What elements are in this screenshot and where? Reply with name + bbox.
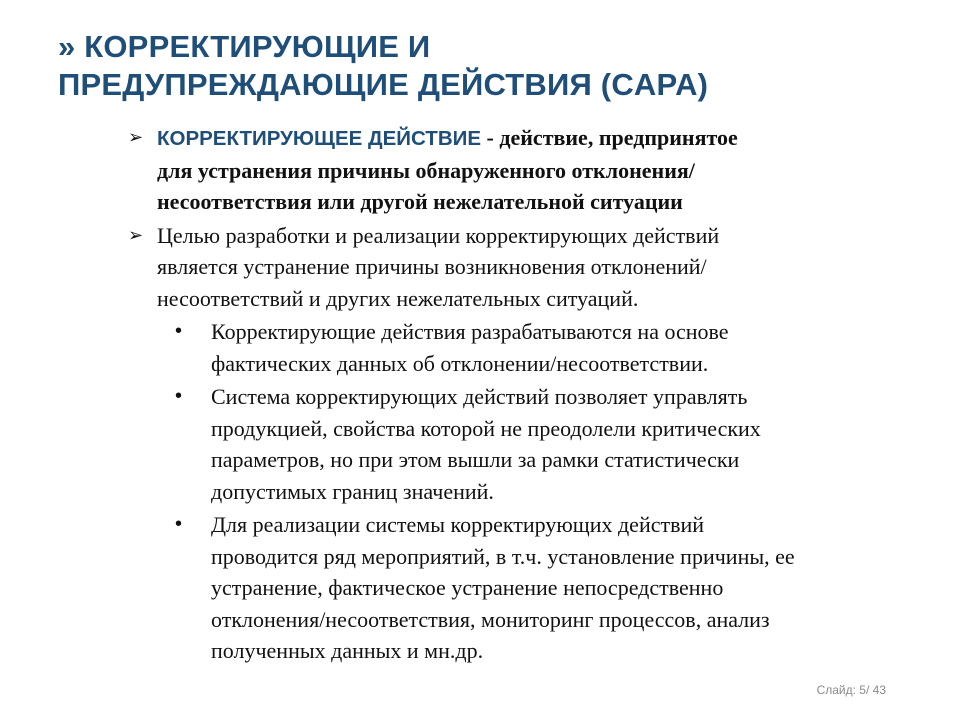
bullet-2-line-1: Система корректирующих действий позволяет управлять (211, 384, 748, 409)
goal-line-2: является устранение причины возникновения отклонений/ (157, 254, 707, 279)
slide-body (128, 122, 928, 669)
bullet-2-line-4: допустимых границ значений. (211, 478, 494, 504)
slide-counter: Слайд: 5/ 43 (816, 683, 886, 697)
bullet-3-line-5: полученных данных и мн.др. (211, 638, 484, 663)
bullet-dot-icon: • (175, 320, 183, 342)
slide-title (58, 28, 918, 104)
arrow-bullet-icon: ➢ (128, 127, 144, 148)
definition-term: КОРРЕКТИРУЮЩЕЕ ДЕЙСТВИЕ (157, 127, 482, 150)
bullet-list (128, 316, 928, 667)
bullet-item-1 (175, 316, 928, 379)
arrow-item-goal (128, 220, 928, 315)
bullet-2-line-2: продукцией, свойства которой не преодолели критических (211, 415, 761, 441)
bullet-1-line-1: Корректирующие действия разрабатываются на основе (211, 319, 729, 344)
goal-line-3: несоответствий и других нежелательных ситуаций. (157, 285, 639, 311)
bullet-dot-icon: • (175, 385, 183, 407)
bullet-2-line-3: параметров, но при этом вышли за рамки статистически (211, 447, 740, 472)
bullet-item-2 (175, 381, 928, 507)
bullet-3-line-3: устранение, фактическое устранение непосредственно (211, 575, 724, 600)
arrow-item-definition (128, 122, 928, 218)
definition-text-1: - действие, предпринятое (481, 125, 738, 150)
bullet-item-3 (175, 509, 928, 667)
bullet-1-line-2: фактических данных об отклонении/несоответствии. (211, 350, 709, 376)
definition-line-3: несоответствия или другой нежелательной ситуации (157, 189, 683, 214)
bullet-3-line-4: отклонения/несоответствия, мониторинг процессов, анализ (211, 606, 770, 632)
slide-title-line-2: ПРЕДУПРЕЖДАЮЩИЕ ДЕЙСТВИЯ (CAPA) (58, 67, 709, 102)
slide-title-line-1: » КОРРЕКТИРУЮЩИЕ И (58, 29, 431, 64)
definition-line-1 (157, 122, 928, 155)
definition-line-2: для устранения причины обнаруженного отклонения/ (157, 157, 695, 183)
bullet-3-line-2: проводится ряд мероприятий, в т.ч. установление причины, ее (211, 543, 795, 569)
bullet-3-line-1: Для реализации системы корректирующих действий (211, 512, 705, 537)
arrow-bullet-icon: ➢ (128, 224, 144, 246)
goal-line-1: Целью разработки и реализации корректирующих действий (157, 222, 720, 248)
bullet-dot-icon: • (175, 513, 183, 535)
